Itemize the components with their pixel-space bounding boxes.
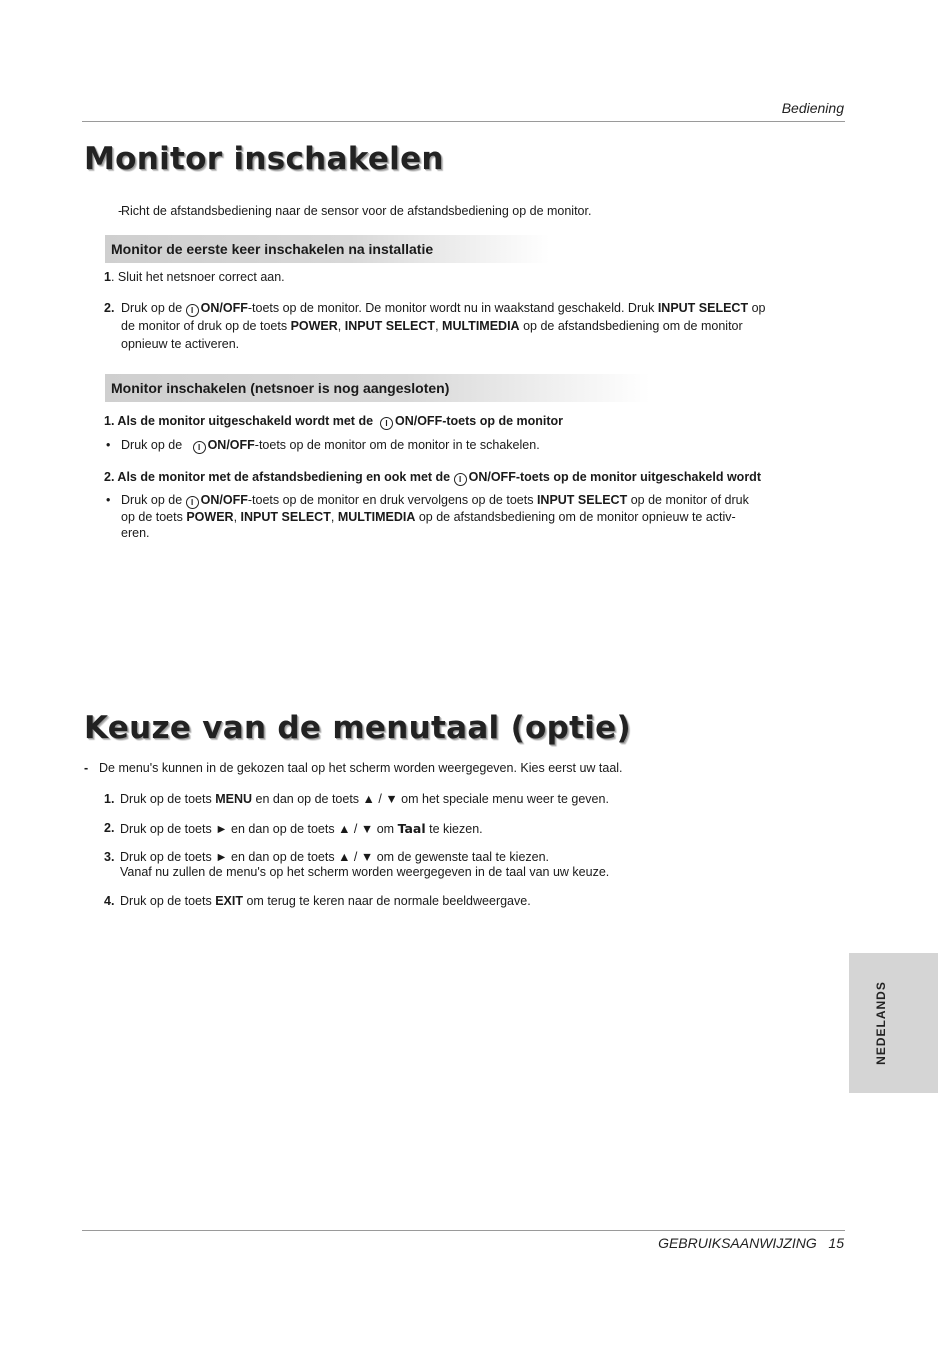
case-2-title	[104, 469, 761, 486]
intro-text: Richt de afstandsbediening naar de sensor voor de afstandsbediening op de monitor.	[121, 204, 592, 218]
case-2-text-d: op de toets	[121, 510, 183, 524]
item-3-number: 3.	[104, 850, 115, 864]
exit-key: EXIT	[215, 894, 243, 908]
step-1-number: 1	[104, 270, 111, 284]
taal-menu-label: Taal	[397, 821, 426, 836]
case-1-text	[121, 437, 540, 454]
item-1-text-a: Druk op de toets	[120, 792, 212, 806]
page-title-menutaal: Keuze van de menutaal (optie)	[84, 710, 631, 746]
step-2-line-2	[121, 318, 743, 335]
step-2-text-c: op	[751, 301, 766, 315]
case-2-text-e: op de afstandsbediening om de monitor opnieuw te activ-	[418, 510, 736, 524]
bullet: •	[106, 438, 111, 452]
section-header: Bediening	[781, 100, 844, 116]
multimedia-key: MULTIMEDIA	[442, 319, 520, 333]
comma: ,	[435, 319, 439, 333]
comma: ,	[330, 510, 335, 524]
language-tab	[849, 953, 938, 1093]
item-1-number: 1.	[104, 792, 115, 806]
case-1-text-a: Druk op de	[121, 438, 183, 452]
onoff-key: ON/OFF	[200, 493, 248, 507]
comma: ,	[337, 319, 342, 333]
footer-manual-name: GEBRUIKSAANWIJZING	[658, 1235, 817, 1251]
page-number: 15	[828, 1235, 844, 1251]
bullet: •	[106, 493, 111, 507]
step-2-text-b: -toets op de monitor. De monitor wordt nu in waakstand geschakeld. Druk	[247, 301, 655, 315]
item-3-line-1: Druk op de toets ► en dan op de toets ▲ / ▼ om de gewenste taal te kiezen.	[120, 850, 550, 864]
comma: ,	[233, 510, 238, 524]
input-select-key-2: INPUT SELECT	[344, 319, 436, 333]
case-2-title-a: 2. Als de monitor met de afstandsbediening en ook met de	[104, 470, 451, 484]
case-2-text-b: -toets op de monitor en druk vervolgens op de toets	[247, 493, 534, 507]
header-rule	[82, 121, 845, 122]
case-2-line-1	[121, 492, 749, 509]
item-4-text-a: Druk op de toets	[120, 894, 212, 908]
item-2-number: 2.	[104, 821, 115, 835]
step-1-text: . Sluit het netsnoer correct aan.	[110, 270, 285, 284]
case-1-text-b: -toets op de monitor om de monitor in te schakelen.	[254, 438, 540, 452]
case-2-text-a: Druk op de	[121, 493, 183, 507]
case-1-title	[104, 413, 563, 430]
power-key: POWER	[290, 319, 338, 333]
step-2-text-a: Druk op de	[121, 301, 183, 315]
language-tab-label: NEDELANDS	[874, 981, 888, 1065]
item-4	[120, 893, 531, 910]
intro-dash: -	[84, 761, 89, 775]
step-2-line-1	[121, 300, 773, 317]
footer-rule	[82, 1230, 845, 1231]
case-1-title-b: ON/OFF-toets op de monitor	[394, 414, 564, 428]
power-key: POWER	[186, 510, 234, 524]
item-1-text-b: en dan op de toets ▲ / ▼ om het speciale menu weer te geven.	[255, 792, 609, 806]
input-select-key: INPUT SELECT	[240, 510, 331, 524]
case-1-title-a: 1. Als de monitor uitgeschakeld wordt met de	[104, 414, 374, 428]
item-1	[120, 791, 609, 808]
power-icon: I	[186, 304, 199, 317]
sec2-intro: De menu's kunnen in de gekozen taal op het scherm worden weergegeven. Kies eerst uw taal.	[99, 761, 623, 775]
item-2-text-b: te kiezen.	[429, 822, 483, 836]
subheading-1-text: Monitor de eerste keer inschakelen na installatie	[111, 241, 434, 257]
case-2-title-b: ON/OFF-toets op de monitor uitgeschakeld wordt	[468, 470, 761, 484]
case-2-line-3: eren.	[121, 526, 150, 540]
page-title-monitor-inschakelen: Monitor inschakelen	[84, 141, 444, 177]
onoff-key: ON/OFF	[207, 438, 255, 452]
subheading-band-2	[105, 374, 650, 402]
subheading-band-1	[105, 235, 550, 263]
menu-key: MENU	[215, 792, 253, 806]
step-2-text-e: op de afstandsbediening om de monitor	[523, 319, 743, 333]
item-2-text-a: Druk op de toets ► en dan op de toets ▲ / ▼ om	[120, 822, 395, 836]
subheading-2-text: Monitor inschakelen (netsnoer is nog aangesloten)	[111, 380, 450, 396]
input-select-key: INPUT SELECT	[536, 493, 628, 507]
item-2	[120, 820, 483, 838]
item-4-number: 4.	[104, 894, 115, 908]
multimedia-key: MULTIMEDIA	[337, 510, 416, 524]
item-4-text-b: om terug te keren naar de normale beeldweergave.	[246, 894, 531, 908]
step-2-number: 2.	[104, 301, 115, 315]
intro-dash: -	[118, 204, 123, 218]
case-2-line-2	[121, 509, 736, 526]
item-3-line-2: Vanaf nu zullen de menu's op het scherm worden weergegeven in de taal van uw keuze.	[120, 865, 610, 879]
power-icon: I	[186, 496, 199, 509]
input-select-key: INPUT SELECT	[657, 301, 749, 315]
case-2-text-c: op de monitor of druk	[630, 493, 749, 507]
power-icon: I	[380, 417, 393, 430]
step-2-line-3: opnieuw te activeren.	[121, 337, 240, 351]
footer	[658, 1235, 844, 1251]
power-icon: I	[454, 473, 467, 486]
onoff-key: ON/OFF	[200, 301, 248, 315]
step-1	[104, 269, 285, 286]
step-2-text-d: de monitor of druk op de toets	[121, 319, 288, 333]
power-icon: I	[193, 441, 206, 454]
